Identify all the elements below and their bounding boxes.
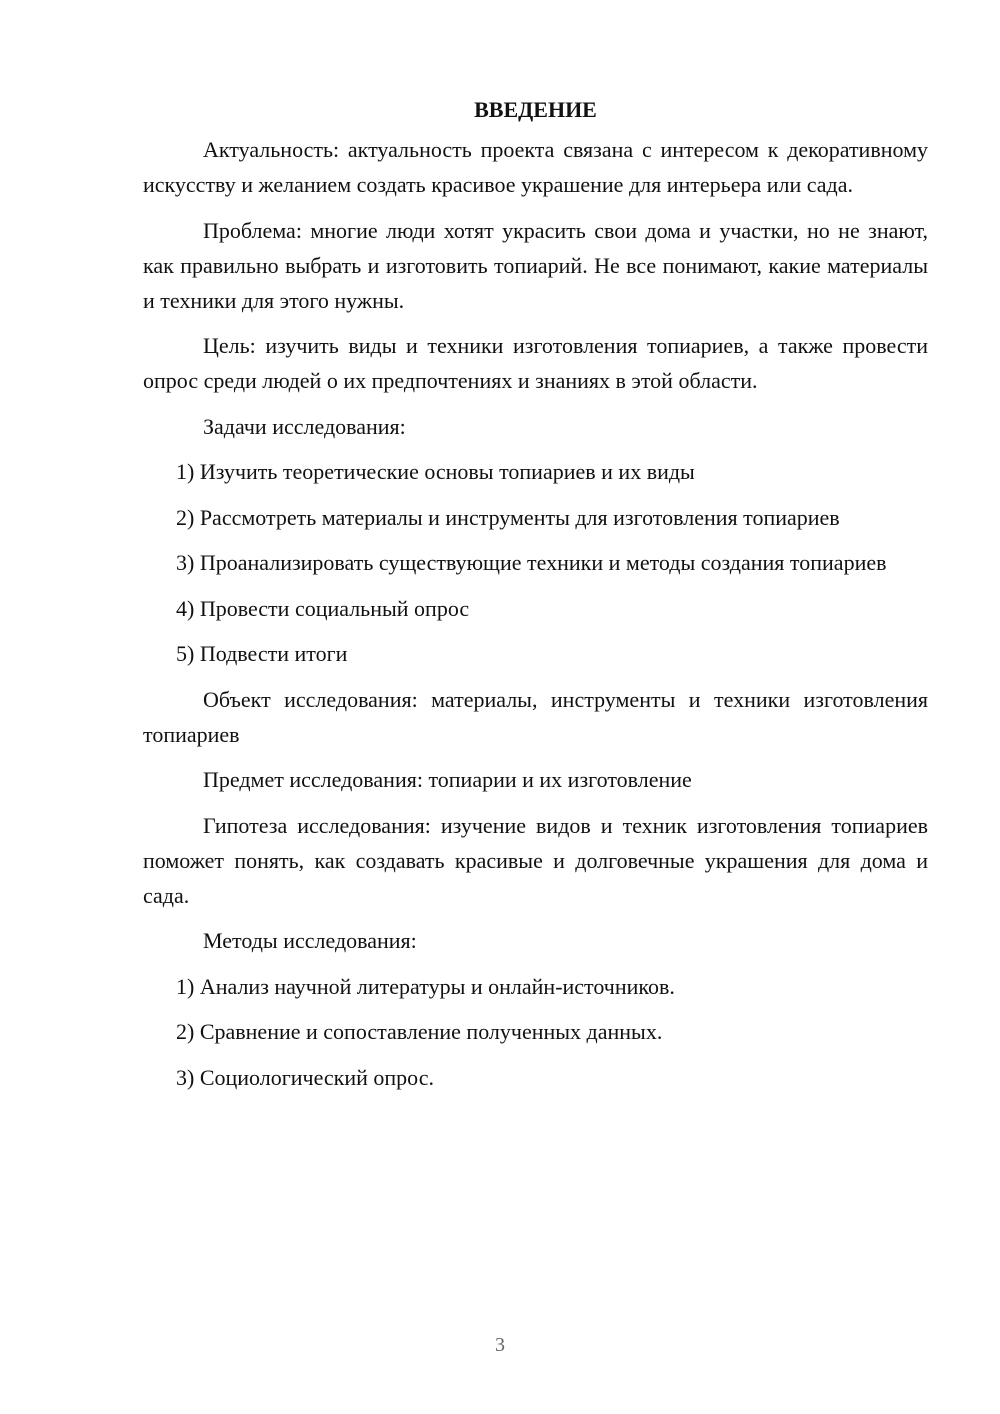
method-item-1: 1) Анализ научной литературы и онлайн-источников. bbox=[176, 973, 675, 999]
task-item-3: 3) Проанализировать существующие техники и методы создания топиариев bbox=[176, 550, 887, 575]
goal-paragraph: Цель: изучить виды и техники изготовления топиариев, а также провести опрос среди людей о их предпочтениях и знаниях в этой области. bbox=[143, 333, 928, 393]
method-item-3: 3) Социологический опрос. bbox=[176, 1064, 434, 1090]
task-item-1: 1) Изучить теоретические основы топиариев и их виды bbox=[176, 459, 695, 484]
page-number: 3 bbox=[495, 1334, 505, 1356]
relevance-paragraph: Актуальность: актуальность проекта связана с интересом к декоративному искусству и желанием создать красивое украшение для интерьера или сада. bbox=[143, 137, 928, 197]
problem-paragraph: Проблема: многие люди хотят украсить свои дома и участки, но не знают, как правильно выбрать и изготовить топиарий. Не все понимают, какие материалы и техники для этого нужны. bbox=[143, 217, 928, 313]
tasks-title: Задачи исследования: bbox=[203, 413, 406, 439]
object-paragraph: Объект исследования: материалы, инструменты и техники изготовления топиариев bbox=[143, 686, 928, 747]
task-item-2: 2) Рассмотреть материалы и инструменты для изготовления топиариев bbox=[176, 504, 840, 530]
hypothesis-paragraph: Гипотеза исследования: изучение видов и техник изготовления топиариев поможет понять, как создавать красивые и долговечные украшения для дома и сада. bbox=[143, 812, 928, 908]
task-item-4: 4) Провести социальный опрос bbox=[176, 595, 470, 621]
task-item-5: 5) Подвести итоги bbox=[176, 641, 348, 666]
method-item-2: 2) Сравнение и сопоставление полученных данных. bbox=[176, 1019, 663, 1044]
page-content bbox=[143, 96, 928, 1105]
methods-title: Методы исследования: bbox=[203, 928, 417, 953]
section-heading: ВВЕДЕНИЕ bbox=[474, 97, 597, 122]
subject-paragraph: Предмет исследования: топиарии и их изготовление bbox=[203, 767, 692, 792]
